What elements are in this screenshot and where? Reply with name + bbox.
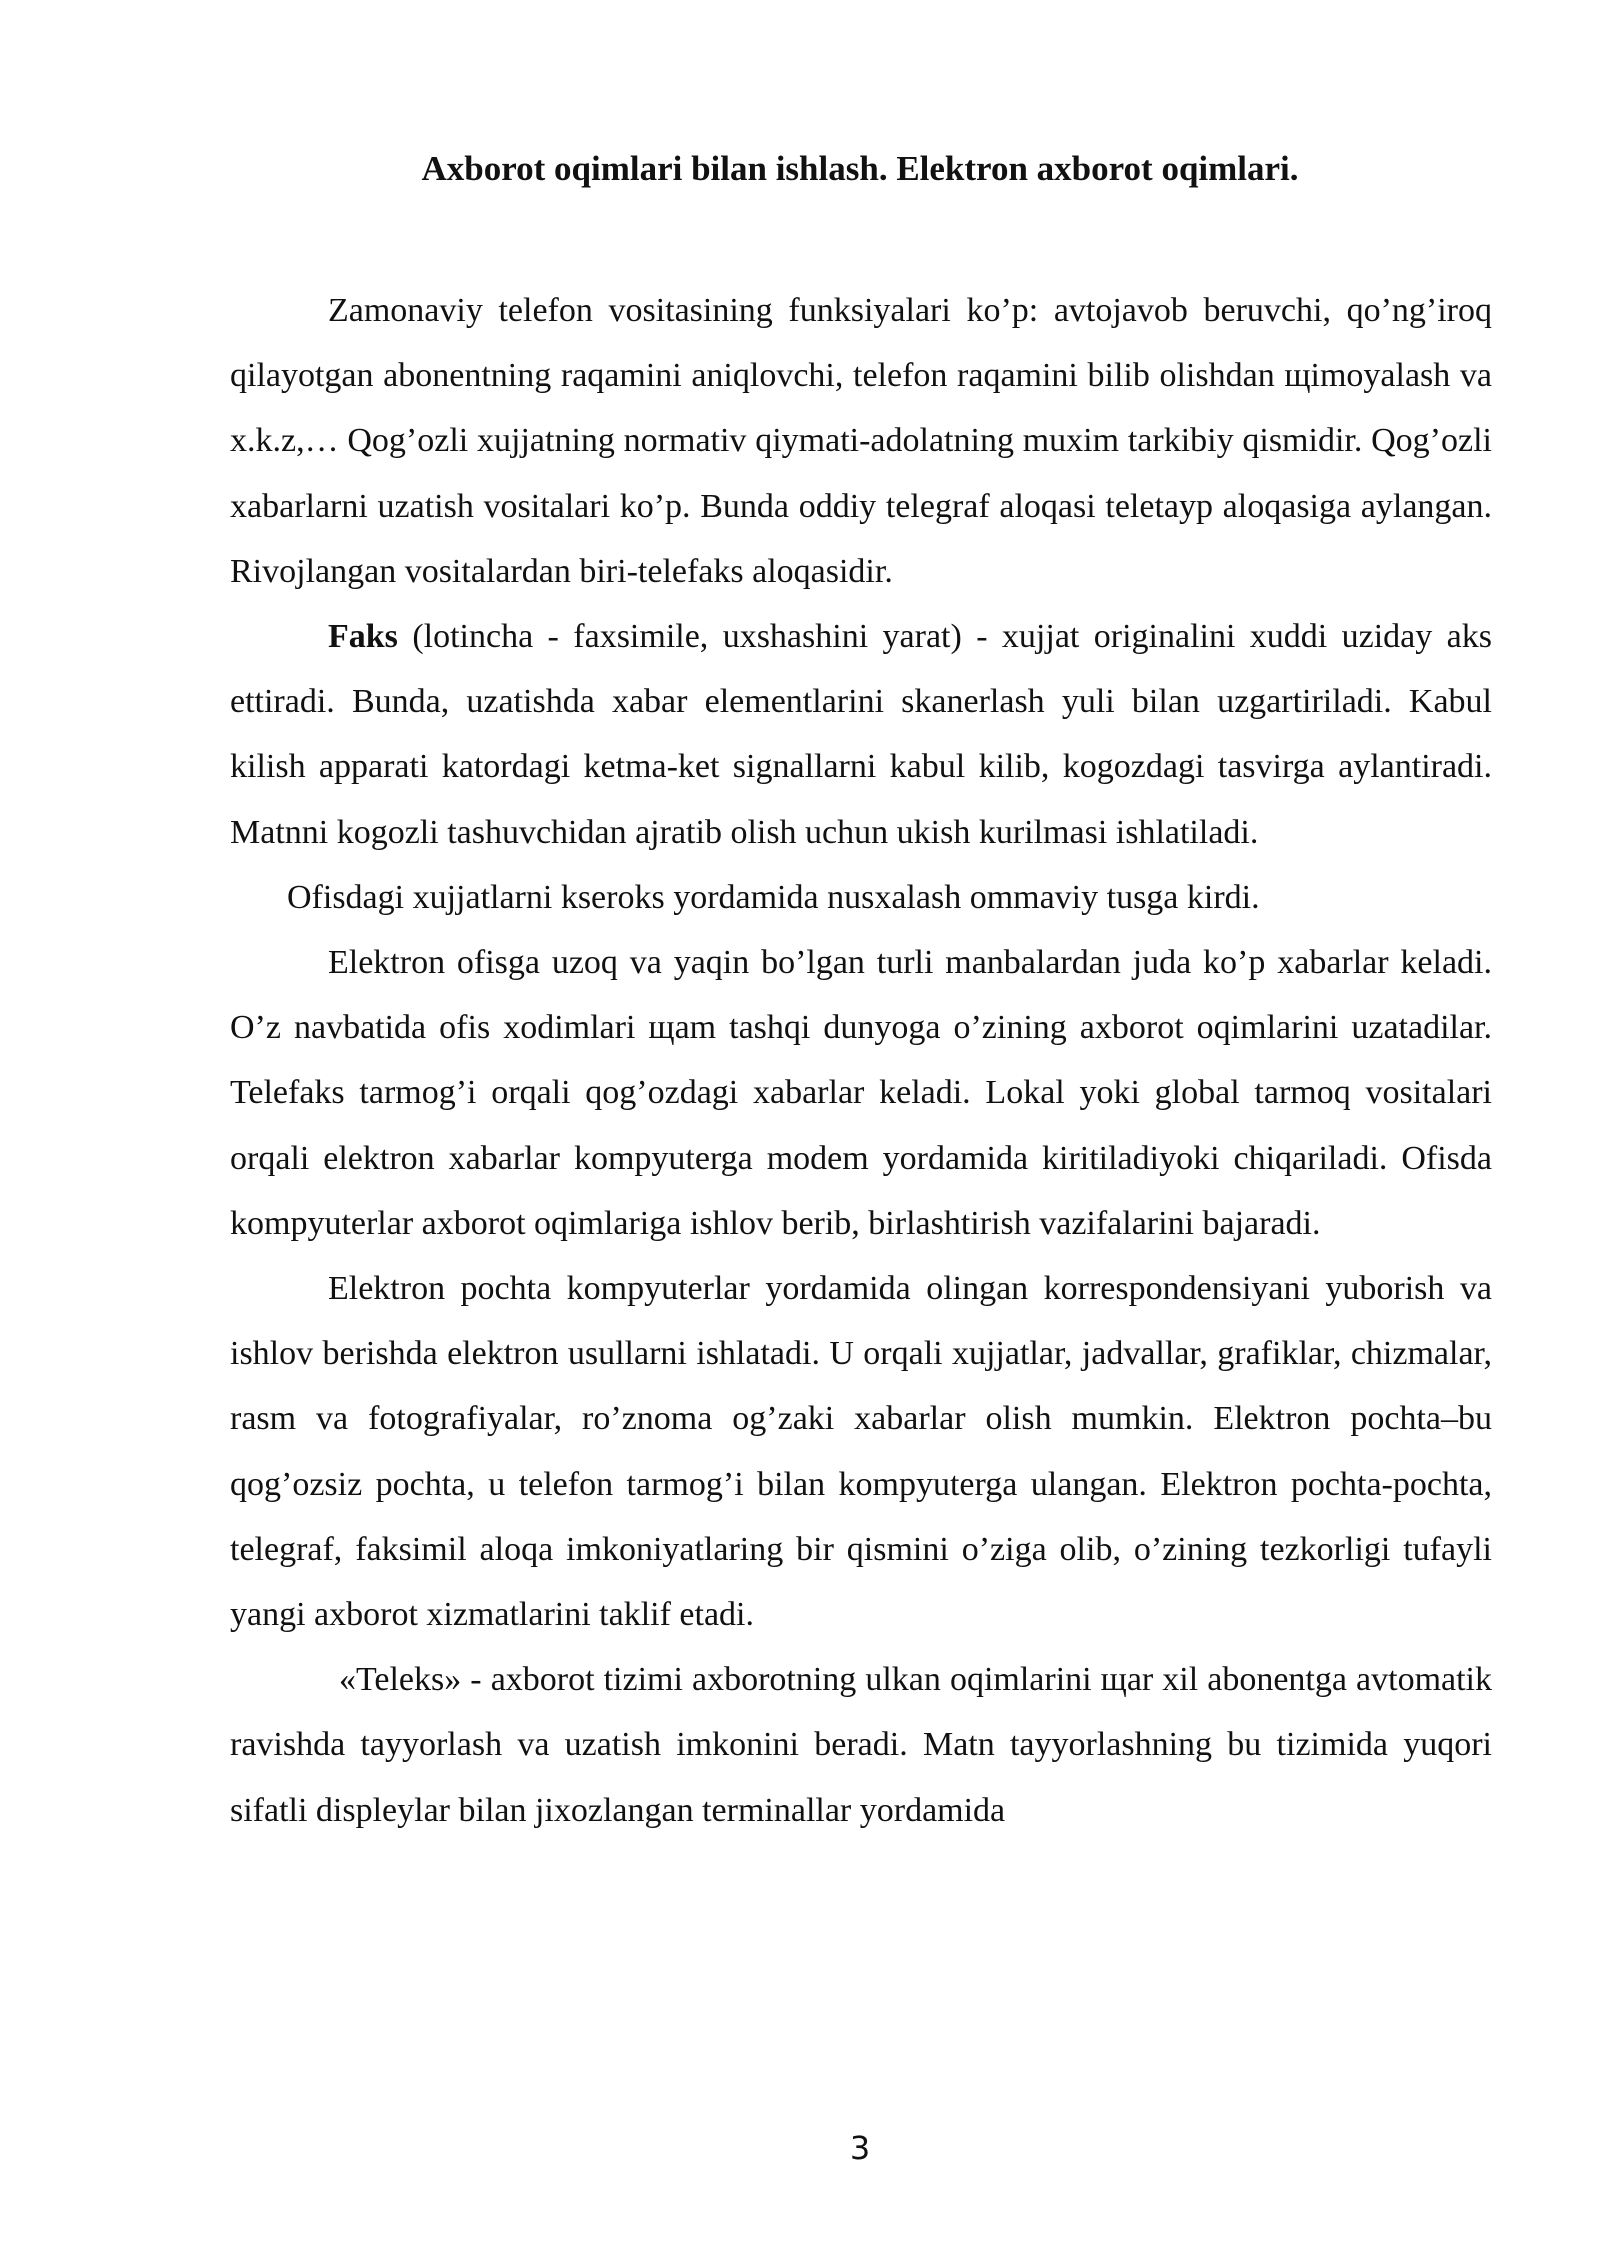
page-number: 3 [849,2129,871,2167]
paragraph-teleks: «Teleks» - axborot tizimi axborotning ulkan oqimlarini щar xil abonentga avtomatik ravishda tayyorlash va uzatish imkonini beradi. Matn tayyorlashning bu tizimida yuqori sifatli displeylar bilan jixozlangan terminallar yordamida [230,1661,1492,1829]
body-text [230,278,1492,1843]
paragraph-faks [230,604,1492,865]
paragraph-faks-text: (lotincha - faxsimile, uxshashini yarat) - xujjat originalini xuddi uziday aks ettiradi. Bunda, uzatishda xabar elementlarini skanerlash yuli bilan uzgartiriladi. Kabul kilish apparati katordagi ketma-ket signallarni kabul kilib, kogozdagi tasvirga aylantiradi. Matnni kogozli tashuvchidan ajratib olish uchun ukish kurilmasi ishlatiladi. [230,618,1492,851]
term-faks: Faks [328,618,398,656]
paragraph-kseroks: Ofisdagi xujjatlarni kseroks yordamida nusxalash ommaviy tusga kirdi. [287,878,1260,916]
paragraph-elektron-pochta: Elektron pochta kompyuterlar yordamida olingan korrespondensiyani yuborish va ishlov berishda elektron usullarni ishlatadi. U orqali xujjatlar, jadvallar, grafiklar, chizmalar, rasm va fotografiyalar, ro’znoma og’zaki xabarlar olish mumkin. Elektron pochta–bu qog’ozsiz pochta, u telefon tarmog’i bilan kompyuterga ulangan. Elektron pochta-pochta, telegraf, faksimil aloqa imkoniyatlaring bir qismini o’ziga olib, o’zining tezkorligi tufayli yangi axborot xizmatlarini taklif etadi. [230,1270,1492,1634]
paragraph-telefon: Zamonaviy telefon vositasining funksiyalari ko’p: avtojavob beruvchi, qo’ng’iroq qilayotgan abonentning raqamini aniqlovchi, telefon raqamini bilib olishdan щimoyalash va x.k.z,… Qog’ozli xujjatning normativ qiymati-adolatning muxim tarkibiy qismidir. Qog’ozli xabarlarni uzatish vositalari ko’p. Bunda oddiy telegraf aloqasi teletayp aloqasiga aylangan. Rivojlangan vositalardan biri-telefaks aloqasidir. [230,292,1492,590]
page-title: Axborot oqimlari bilan ishlash. Elektron axborot oqimlari. [421,149,1299,188]
paragraph-elektron-ofis: Elektron ofisga uzoq va yaqin bo’lgan turli manbalardan juda ko’p xabarlar keladi. O’z navbatida ofis xodimlari щam tashqi dunyoga o’zining axborot oqimlarini uzatadilar. Telefaks tarmog’i orqali qog’ozdagi xabarlar keladi. Lokal yoki global tarmoq vositalari orqali elektron xabarlar kompyuterga modem yordamida kiritiladiyoki chiqariladi. Ofisda kompyuterlar axborot oqimlariga ishlov berib, birlashtirish vazifalarini bajaradi. [230,944,1492,1242]
